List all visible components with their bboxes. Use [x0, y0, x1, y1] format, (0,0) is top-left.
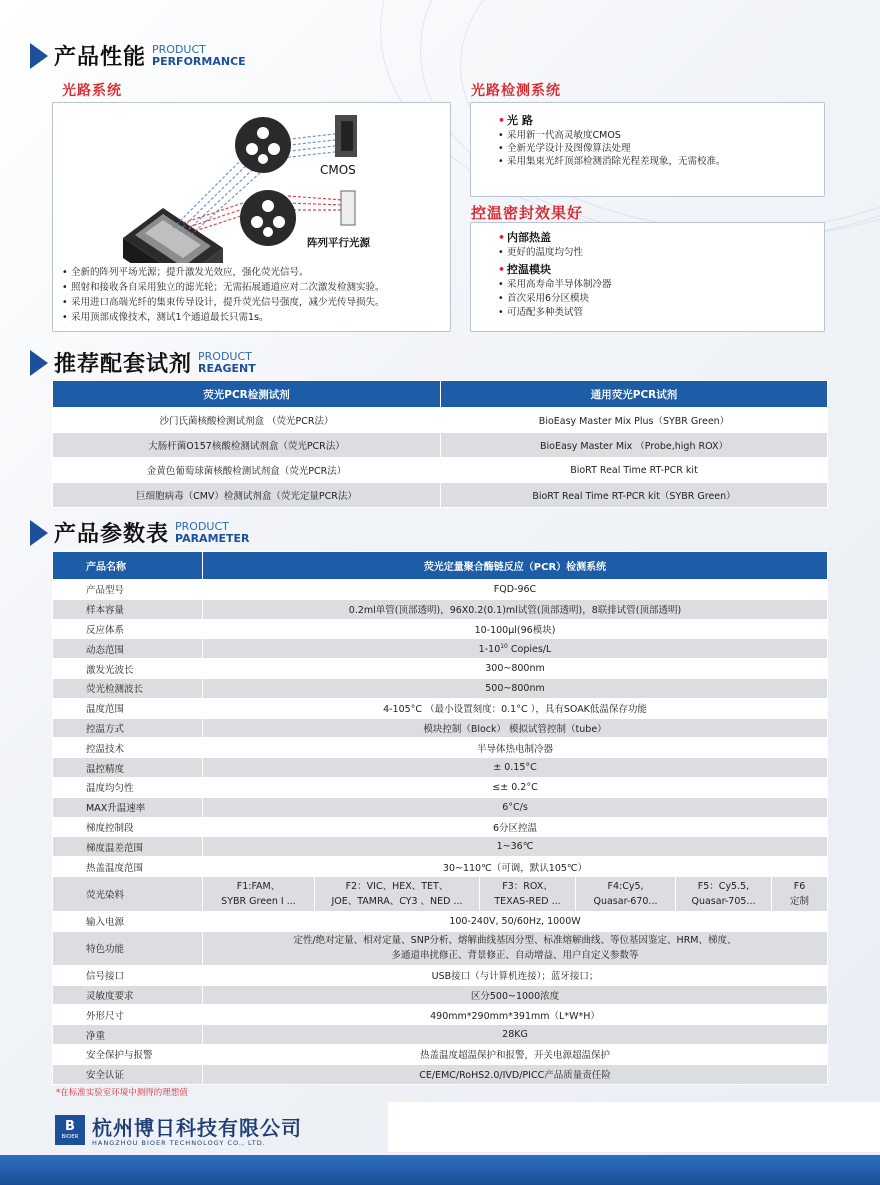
cmos-sensor-face — [341, 121, 353, 151]
param-value: 4-105°C （最小设置刻度：0.1°C ），具有SOAK低温保存功能 — [203, 698, 828, 718]
param-label: 信号接口 — [53, 965, 203, 985]
param-label: 外形尺寸 — [53, 1005, 203, 1025]
table-row — [53, 837, 828, 857]
feature-line: 定性/绝对定量、相对定量、SNP分析、熔解曲线基因分型、标准熔解曲线、等位基因鉴定、HRM、梯度、 — [293, 935, 737, 947]
param-label: 荧光染料 — [53, 876, 203, 911]
section-header-parameter — [30, 517, 250, 548]
param-label: 热盖温度范围 — [53, 857, 203, 877]
detection-title: 光路检测系统 — [471, 83, 561, 99]
table-row — [53, 1005, 828, 1025]
table-header-row — [53, 381, 828, 408]
param-label: 输入电源 — [53, 911, 203, 931]
table-cell: BioRT Real Time RT-PCR kit（SYBR Green） — [441, 483, 828, 508]
footer-panel — [388, 1102, 880, 1152]
table-cell: BioRT Real Time RT-PCR kit — [441, 458, 828, 483]
detection-bullets — [497, 129, 814, 168]
dye-line: Quasar-670... — [593, 895, 658, 907]
dye-line: F6 — [793, 880, 806, 892]
logo-text: BIOER — [61, 1133, 79, 1140]
table-row — [53, 876, 828, 911]
footnote: *在标准实验室环境中测得的理想值 — [56, 1088, 188, 1098]
list-item: • 可适配多种类试管 — [497, 306, 814, 320]
temp-title: 控温密封效果好 — [471, 204, 584, 222]
param-value: 6分区控温 — [203, 817, 828, 837]
detection-heading: • 光 路 — [497, 113, 814, 129]
param-value: 6°C/s — [203, 797, 828, 817]
temp-heading-1: • 内部热盖 — [497, 230, 814, 246]
param-label: 温度范围 — [53, 698, 203, 718]
table-row — [53, 777, 828, 797]
optical-bullets — [61, 265, 446, 325]
param-label: 温度均匀性 — [53, 777, 203, 797]
list-item: • 照射和接收各自采用独立的滤光轮；无需拓展通道应对二次激发检测实验。 — [61, 280, 446, 295]
param-value: 300~800nm — [203, 659, 828, 679]
table-row — [53, 758, 828, 778]
company-name — [92, 1117, 302, 1147]
dye-cell — [480, 876, 576, 911]
dye-cell — [203, 876, 315, 911]
param-value — [203, 639, 828, 659]
table-row — [53, 1064, 828, 1084]
table-row — [53, 678, 828, 698]
table-row — [53, 639, 828, 659]
dye-line: F3：ROX、 — [502, 880, 553, 892]
dye-cell — [315, 876, 480, 911]
table-cell: 大肠杆菌O157核酸检测试剂盒（荧光PCR法） — [53, 433, 441, 458]
company-name-cn: 杭州博日科技有限公司 — [92, 1116, 302, 1140]
param-label: 动态范围 — [53, 639, 203, 659]
table-row — [53, 817, 828, 837]
table-row — [53, 433, 828, 458]
footer-band — [0, 1155, 880, 1185]
param-label: 安全保护与报警 — [53, 1044, 203, 1064]
param-value: 10-100μl(96模块) — [203, 619, 828, 639]
table-row — [53, 718, 828, 738]
filter-hole — [268, 143, 280, 155]
param-label: 净重 — [53, 1025, 203, 1045]
param-value: FQD-96C — [203, 580, 828, 600]
section-marker-icon — [30, 43, 48, 69]
param-value: ≤± 0.2°C — [203, 777, 828, 797]
list-item: • 采用集束光纤顶部检测消除光程差现象，无需校准。 — [497, 155, 814, 168]
list-item: • 采用顶部成像技术，测试1个通道最长只需1s。 — [61, 310, 446, 325]
dye-line: F5：Cy5.5, — [697, 880, 750, 892]
table-row — [53, 965, 828, 985]
param-value: 热盖温度超温保护和报警，开关电源超温保护 — [203, 1044, 828, 1064]
dye-cell — [772, 876, 828, 911]
list-item: • 全新的阵列平场光源；提升激发光效应，强化荧光信号。 — [61, 265, 446, 280]
reagent-table — [52, 380, 828, 508]
temp-box — [470, 222, 825, 332]
section-title: 产品参数表 — [54, 522, 170, 547]
section-header-reagent — [30, 347, 256, 378]
table-row — [53, 738, 828, 758]
table-row — [53, 483, 828, 508]
temp-heading-2: • 控温模块 — [497, 262, 814, 278]
param-value: 0.2ml单管(顶部透明)，96X0.2(0.1)ml试管(顶部透明)，8联排试管(顶部透明) — [203, 599, 828, 619]
param-label: 灵敏度要求 — [53, 985, 203, 1005]
param-label: MAX升温速率 — [53, 797, 203, 817]
light-source-shape — [341, 191, 355, 225]
list-item: • 首次采用6分区模块 — [497, 292, 814, 306]
param-value: 区分500~1000浓度 — [203, 985, 828, 1005]
list-item: • 更好的温度均匀性 — [497, 246, 814, 259]
company-name-en: HANGZHOU BIOER TECHNOLOGY CO., LTD. — [92, 1139, 266, 1147]
temp-bullets-1 — [497, 246, 814, 259]
filter-hole — [273, 216, 285, 228]
section-header-performance — [30, 40, 246, 71]
param-value: 1~36℃ — [203, 837, 828, 857]
parameter-table — [52, 551, 828, 1085]
section-title: 产品性能 — [54, 45, 147, 70]
table-cell: 巨细胞病毒（CMV）检测试剂盒（荧光定量PCR法） — [53, 483, 441, 508]
filter-wheel-top — [235, 117, 291, 173]
table-header-row — [53, 552, 828, 580]
param-value: 500~800nm — [203, 678, 828, 698]
company-logo — [55, 1115, 85, 1145]
column-header: 产品名称 — [53, 552, 203, 580]
param-value: USB接口（与计算机连接）；蓝牙接口； — [203, 965, 828, 985]
param-value: 28KG — [203, 1025, 828, 1045]
param-value: 100-240V, 50/60Hz, 1000W — [203, 911, 828, 931]
temp-bullets-2 — [497, 278, 814, 320]
feature-line: 多通道串扰修正、背景修正、自动增益、用户自定义参数等 — [391, 950, 639, 962]
param-value: 490mm*290mm*391mm（L*W*H） — [203, 1005, 828, 1025]
column-header: 荧光定量聚合酶链反应（PCR）检测系统 — [203, 552, 828, 580]
dye-cell — [576, 876, 676, 911]
section-title-en: PRODUCT PARAMETER — [175, 519, 250, 545]
optical-box — [52, 102, 451, 332]
param-value: 半导体热电制冷器 — [203, 738, 828, 758]
section-title-en: PRODUCT PERFORMANCE — [152, 42, 246, 68]
section-title-en: PRODUCT REAGENT — [198, 349, 256, 375]
filter-hole — [263, 227, 273, 237]
param-value: ± 0.15°C — [203, 758, 828, 778]
dye-cell — [676, 876, 772, 911]
list-item: • 采用新一代高灵敏度CMOS — [497, 129, 814, 142]
cmos-label: CMOS — [320, 163, 356, 177]
filter-hole — [246, 143, 258, 155]
filter-wheel-bottom — [240, 190, 296, 246]
table-row — [53, 599, 828, 619]
table-row — [53, 659, 828, 679]
table-row — [53, 797, 828, 817]
dynamic-base: 1-10 — [478, 643, 501, 655]
table-row — [53, 580, 828, 600]
param-label: 梯度控制段 — [53, 817, 203, 837]
param-value: 30~110℃（可调，默认105℃） — [203, 857, 828, 877]
table-row — [53, 1044, 828, 1064]
table-cell: BioEasy Master Mix （Probe,high ROX） — [441, 433, 828, 458]
param-label: 反应体系 — [53, 619, 203, 639]
filter-hole — [262, 200, 274, 212]
dye-line: 定制 — [789, 895, 809, 907]
dynamic-exponent: 10 — [500, 642, 508, 650]
list-item: • 采用高寿命半导体制冷器 — [497, 278, 814, 292]
param-label: 激发光波长 — [53, 659, 203, 679]
dye-line: Quasar-705... — [691, 895, 756, 907]
section-marker-icon — [30, 350, 48, 376]
table-row — [53, 458, 828, 483]
dynamic-unit: Copies/L — [507, 643, 552, 655]
param-value: CE/EMC/RoHS2.0/IVD/PICC产品质量责任险 — [203, 1064, 828, 1084]
table-row — [53, 985, 828, 1005]
section-marker-icon — [30, 520, 48, 546]
dye-line: TEXAS-RED ... — [494, 895, 561, 907]
param-label: 产品型号 — [53, 580, 203, 600]
table-row — [53, 619, 828, 639]
param-label: 安全认证 — [53, 1064, 203, 1084]
light-source-label: 阵列平行光源 — [307, 237, 370, 249]
table-row — [53, 408, 828, 433]
table-row — [53, 1025, 828, 1045]
param-label: 控温方式 — [53, 718, 203, 738]
param-label: 荧光检测波长 — [53, 678, 203, 698]
optical-title: 光路系统 — [62, 83, 122, 99]
detection-box — [470, 102, 825, 197]
param-value: 模块控制（Block） 模拟试管控制（tube） — [203, 718, 828, 738]
table-cell: 金黄色葡萄球菌核酸检测试剂盒（荧光PCR法） — [53, 458, 441, 483]
table-row — [53, 911, 828, 931]
param-value — [203, 931, 828, 965]
section-title: 推荐配套试剂 — [54, 352, 193, 377]
optical-diagram — [53, 103, 452, 263]
dye-line: SYBR Green I ... — [221, 895, 296, 907]
dye-line: F2：VIC、HEX、TET、 — [345, 880, 449, 892]
table-row — [53, 857, 828, 877]
param-label: 控温技术 — [53, 738, 203, 758]
param-label: 温控精度 — [53, 758, 203, 778]
table-row — [53, 931, 828, 965]
logo-mark: B — [65, 1118, 75, 1134]
filter-hole — [257, 127, 269, 139]
dye-line: F4:Cy5, — [607, 880, 644, 892]
param-label: 梯度温差范围 — [53, 837, 203, 857]
dye-line: JOE、TAMRA、CY3 、NED ... — [331, 895, 463, 907]
column-header: 通用荧光PCR试剂 — [441, 381, 828, 408]
filter-hole — [258, 154, 268, 164]
param-label: 样本容量 — [53, 599, 203, 619]
table-cell: BioEasy Master Mix Plus（SYBR Green） — [441, 408, 828, 433]
list-item: • 全新光学设计及图像算法处理 — [497, 142, 814, 155]
list-item: • 采用进口高端光纤的集束传导设计，提升荧光信号强度，减少光传导损失。 — [61, 295, 446, 310]
filter-hole — [251, 216, 263, 228]
table-row — [53, 698, 828, 718]
table-cell: 沙门氏菌核酸检测试剂盒 （荧光PCR法） — [53, 408, 441, 433]
dye-line: F1:FAM、 — [236, 880, 281, 892]
column-header: 荧光PCR检测试剂 — [53, 381, 441, 408]
param-label: 特色功能 — [53, 931, 203, 965]
